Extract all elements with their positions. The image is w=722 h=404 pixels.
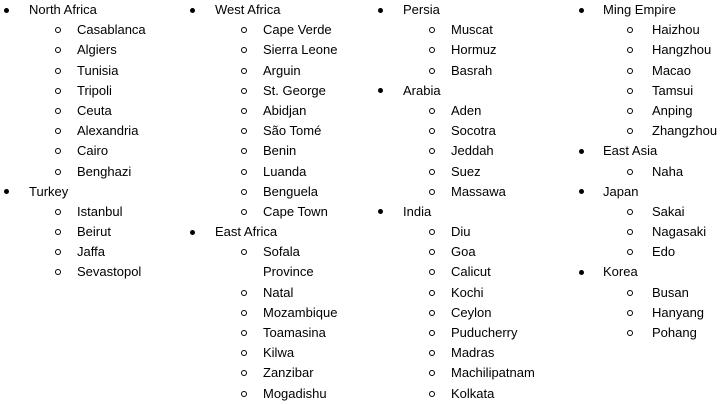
list-item — [374, 121, 574, 141]
hollow-bullet-icon — [55, 108, 61, 114]
list-item — [575, 323, 722, 343]
hollow-bullet-icon — [241, 88, 247, 94]
list-item — [0, 222, 180, 242]
city-label: Cape Town — [263, 203, 328, 219]
list-item — [374, 101, 574, 121]
city-label: Puducherry — [451, 325, 518, 340]
region-korea — [575, 262, 722, 282]
column-3 — [374, 0, 574, 404]
city-label: Nagasaki — [652, 224, 707, 240]
city-label: Arguin — [263, 62, 301, 78]
list-item — [0, 141, 180, 161]
list-item — [186, 61, 372, 81]
city-label: Cairo — [77, 143, 109, 159]
hollow-bullet-icon — [429, 269, 435, 275]
hollow-bullet-icon — [241, 47, 247, 53]
region-india — [374, 202, 574, 222]
region-label: Persia — [403, 2, 440, 17]
city-label: Natal — [263, 284, 294, 300]
hollow-bullet-icon — [429, 290, 435, 296]
list-item — [575, 222, 722, 242]
city-label: Machilipatnam — [451, 365, 535, 381]
hollow-bullet-icon — [241, 68, 247, 74]
hollow-bullet-icon — [627, 290, 633, 296]
city-label: São Tomé — [263, 123, 322, 139]
city-label: Jeddah — [451, 143, 494, 159]
city-label: Sofala Province — [263, 244, 314, 280]
region-west-africa — [186, 0, 372, 20]
bullet-icon — [4, 8, 9, 13]
list-item — [0, 121, 180, 141]
hollow-bullet-icon — [627, 249, 633, 255]
hollow-bullet-icon — [241, 169, 247, 175]
list-item — [575, 303, 722, 323]
city-label: Luanda — [263, 163, 307, 179]
column-1 — [0, 0, 180, 283]
city-label: Madras — [451, 345, 495, 361]
hollow-bullet-icon — [55, 169, 61, 175]
hollow-bullet-icon — [627, 169, 633, 175]
hollow-bullet-icon — [55, 229, 61, 235]
hollow-bullet-icon — [429, 350, 435, 356]
city-label: Istanbul — [77, 203, 123, 219]
list-item — [374, 222, 574, 242]
hollow-bullet-icon — [429, 189, 435, 195]
hollow-bullet-icon — [241, 27, 247, 33]
hollow-bullet-icon — [241, 391, 247, 397]
hollow-bullet-icon — [627, 68, 633, 74]
bullet-icon — [190, 8, 195, 13]
list-item — [0, 242, 180, 262]
city-label: Benguela — [263, 183, 318, 199]
list-item — [186, 303, 372, 323]
city-label: Zanzibar — [263, 365, 314, 381]
list-item — [186, 343, 372, 363]
list-item — [575, 101, 722, 121]
list-item — [374, 182, 574, 202]
city-label: Casablanca — [77, 22, 146, 38]
city-label: St. George — [263, 82, 326, 98]
hollow-bullet-icon — [241, 350, 247, 356]
hollow-bullet-icon — [241, 148, 247, 154]
hollow-bullet-icon — [55, 68, 61, 74]
list-item — [186, 81, 372, 101]
city-label: Kochi — [451, 284, 484, 300]
list-item — [374, 262, 574, 282]
list-item — [186, 182, 372, 202]
bullet-icon — [190, 230, 195, 235]
city-label: Ceylon — [451, 304, 492, 320]
list-item — [186, 283, 372, 303]
bullet-icon — [378, 88, 383, 93]
city-label: Alexandria — [77, 123, 139, 139]
city-label: Benghazi — [77, 163, 132, 179]
city-label: Benin — [263, 143, 297, 159]
city-label: Diu — [451, 224, 471, 240]
region-east-africa — [186, 222, 372, 242]
region-label: Arabia — [403, 82, 441, 98]
bullet-icon — [579, 8, 584, 13]
list-item — [0, 61, 180, 81]
hollow-bullet-icon — [241, 249, 247, 255]
region-label: Turkey — [29, 183, 69, 199]
list-item — [374, 162, 574, 182]
city-label: Jaffa — [77, 244, 105, 260]
city-label: Hormuz — [451, 42, 497, 58]
list-item — [186, 121, 372, 141]
list-item — [186, 162, 372, 182]
list-item — [374, 40, 574, 60]
list-item — [0, 262, 180, 282]
hollow-bullet-icon — [627, 310, 633, 316]
column-2 — [186, 0, 372, 404]
region-label: North Africa — [29, 2, 97, 17]
hollow-bullet-icon — [429, 169, 435, 175]
city-label: Cape Verde — [263, 22, 332, 38]
list-item — [575, 81, 722, 101]
city-label: Busan — [652, 284, 689, 300]
hollow-bullet-icon — [429, 229, 435, 235]
hollow-bullet-icon — [55, 47, 61, 53]
list-item — [0, 202, 180, 222]
hollow-bullet-icon — [55, 148, 61, 154]
city-label: Basrah — [451, 62, 493, 78]
hollow-bullet-icon — [429, 108, 435, 114]
list-item — [374, 20, 574, 40]
bullet-icon — [579, 270, 584, 275]
city-label: Socotra — [451, 123, 496, 139]
hollow-bullet-icon — [55, 88, 61, 94]
list-item — [186, 202, 372, 222]
region-label: East Asia — [603, 143, 658, 159]
city-label: Sevastopol — [77, 264, 142, 280]
hollow-bullet-icon — [429, 128, 435, 134]
list-item — [374, 363, 574, 383]
hollow-bullet-icon — [429, 47, 435, 53]
hollow-bullet-icon — [627, 128, 633, 134]
list-item — [186, 101, 372, 121]
list-item — [575, 202, 722, 222]
region-turkey — [0, 182, 180, 202]
city-label: Algiers — [77, 42, 117, 58]
city-label: Zhangzhou — [652, 123, 718, 139]
list-item — [186, 323, 372, 343]
list-item — [374, 283, 574, 303]
bullet-icon — [579, 149, 584, 154]
hollow-bullet-icon — [627, 209, 633, 215]
region-persia — [374, 0, 574, 20]
region-north-africa — [0, 0, 180, 20]
hollow-bullet-icon — [627, 88, 633, 94]
list-item — [186, 20, 372, 40]
list-item — [374, 384, 574, 404]
city-label: Macao — [652, 62, 692, 78]
region-arabia — [374, 81, 574, 101]
city-label: Sakai — [652, 203, 685, 219]
hollow-bullet-icon — [241, 310, 247, 316]
city-label: Kilwa — [263, 345, 295, 361]
city-label: Aden — [451, 102, 482, 118]
region-label: West Africa — [215, 2, 281, 17]
list-item — [575, 121, 722, 141]
hollow-bullet-icon — [429, 68, 435, 74]
city-label: Hanyang — [652, 304, 705, 320]
list-item — [374, 343, 574, 363]
list-item — [575, 283, 722, 303]
hollow-bullet-icon — [429, 249, 435, 255]
city-label: Kolkata — [451, 385, 495, 401]
hollow-bullet-icon — [241, 290, 247, 296]
list-item — [575, 20, 722, 40]
city-label: Tunisia — [77, 62, 119, 78]
list-item — [374, 141, 574, 161]
city-label: Tripoli — [77, 82, 112, 98]
hollow-bullet-icon — [627, 229, 633, 235]
list-item — [374, 61, 574, 81]
list-item — [374, 303, 574, 323]
list-item — [0, 101, 180, 121]
city-label: Toamasina — [263, 325, 326, 341]
region-japan — [575, 182, 722, 202]
hollow-bullet-icon — [627, 108, 633, 114]
city-label: Anping — [652, 102, 693, 118]
region-ming-empire — [575, 0, 722, 20]
hollow-bullet-icon — [55, 209, 61, 215]
city-label: Tamsui — [652, 82, 694, 98]
list-item — [186, 141, 372, 161]
list-item — [575, 162, 722, 182]
city-label: Ceuta — [77, 102, 112, 118]
city-label: Naha — [652, 163, 684, 179]
region-label: Japan — [603, 183, 639, 199]
hollow-bullet-icon — [55, 269, 61, 275]
list-item — [0, 40, 180, 60]
list-item — [0, 162, 180, 182]
city-label: Mogadishu — [263, 385, 327, 401]
list-item — [575, 40, 722, 60]
hollow-bullet-icon — [627, 27, 633, 33]
bullet-icon — [4, 189, 9, 194]
list-item — [575, 242, 722, 262]
hollow-bullet-icon — [429, 148, 435, 154]
city-label: Haizhou — [652, 22, 700, 38]
list-item — [186, 363, 372, 383]
bullet-icon — [579, 189, 584, 194]
column-4 — [575, 0, 722, 343]
bullet-icon — [378, 209, 383, 214]
region-label: India — [403, 203, 432, 219]
hollow-bullet-icon — [241, 330, 247, 336]
list-item — [186, 242, 343, 282]
hollow-bullet-icon — [241, 128, 247, 134]
hollow-bullet-icon — [627, 330, 633, 336]
region-label: East Africa — [215, 224, 278, 240]
region-east-asia — [575, 141, 722, 161]
city-label: Suez — [451, 163, 481, 179]
hollow-bullet-icon — [241, 370, 247, 376]
region-label: Korea — [603, 264, 638, 280]
hollow-bullet-icon — [429, 310, 435, 316]
hollow-bullet-icon — [429, 330, 435, 336]
city-label: Mozambique — [263, 304, 338, 320]
bullet-icon — [378, 8, 383, 13]
hollow-bullet-icon — [429, 391, 435, 397]
city-label: Hangzhou — [652, 42, 712, 58]
hollow-bullet-icon — [55, 27, 61, 33]
city-label: Sierra Leone — [263, 42, 338, 58]
hollow-bullet-icon — [429, 27, 435, 33]
hollow-bullet-icon — [55, 249, 61, 255]
city-label: Abidjan — [263, 102, 307, 118]
hollow-bullet-icon — [241, 209, 247, 215]
list-item — [186, 384, 372, 404]
city-label: Edo — [652, 244, 676, 260]
list-item — [575, 61, 722, 81]
city-label: Pohang — [652, 325, 697, 340]
list-item — [374, 242, 574, 262]
list-item — [0, 20, 180, 40]
region-label: Ming Empire — [603, 2, 676, 17]
city-label: Massawa — [451, 183, 506, 199]
city-label: Goa — [451, 244, 476, 260]
city-label: Calicut — [451, 264, 491, 280]
city-label: Beirut — [77, 224, 111, 240]
list-item — [186, 40, 372, 60]
hollow-bullet-icon — [241, 189, 247, 195]
hollow-bullet-icon — [55, 128, 61, 134]
list-item — [374, 323, 574, 343]
hollow-bullet-icon — [241, 108, 247, 114]
city-label: Muscat — [451, 22, 493, 38]
hollow-bullet-icon — [429, 370, 435, 376]
hollow-bullet-icon — [627, 47, 633, 53]
list-item — [0, 81, 180, 101]
